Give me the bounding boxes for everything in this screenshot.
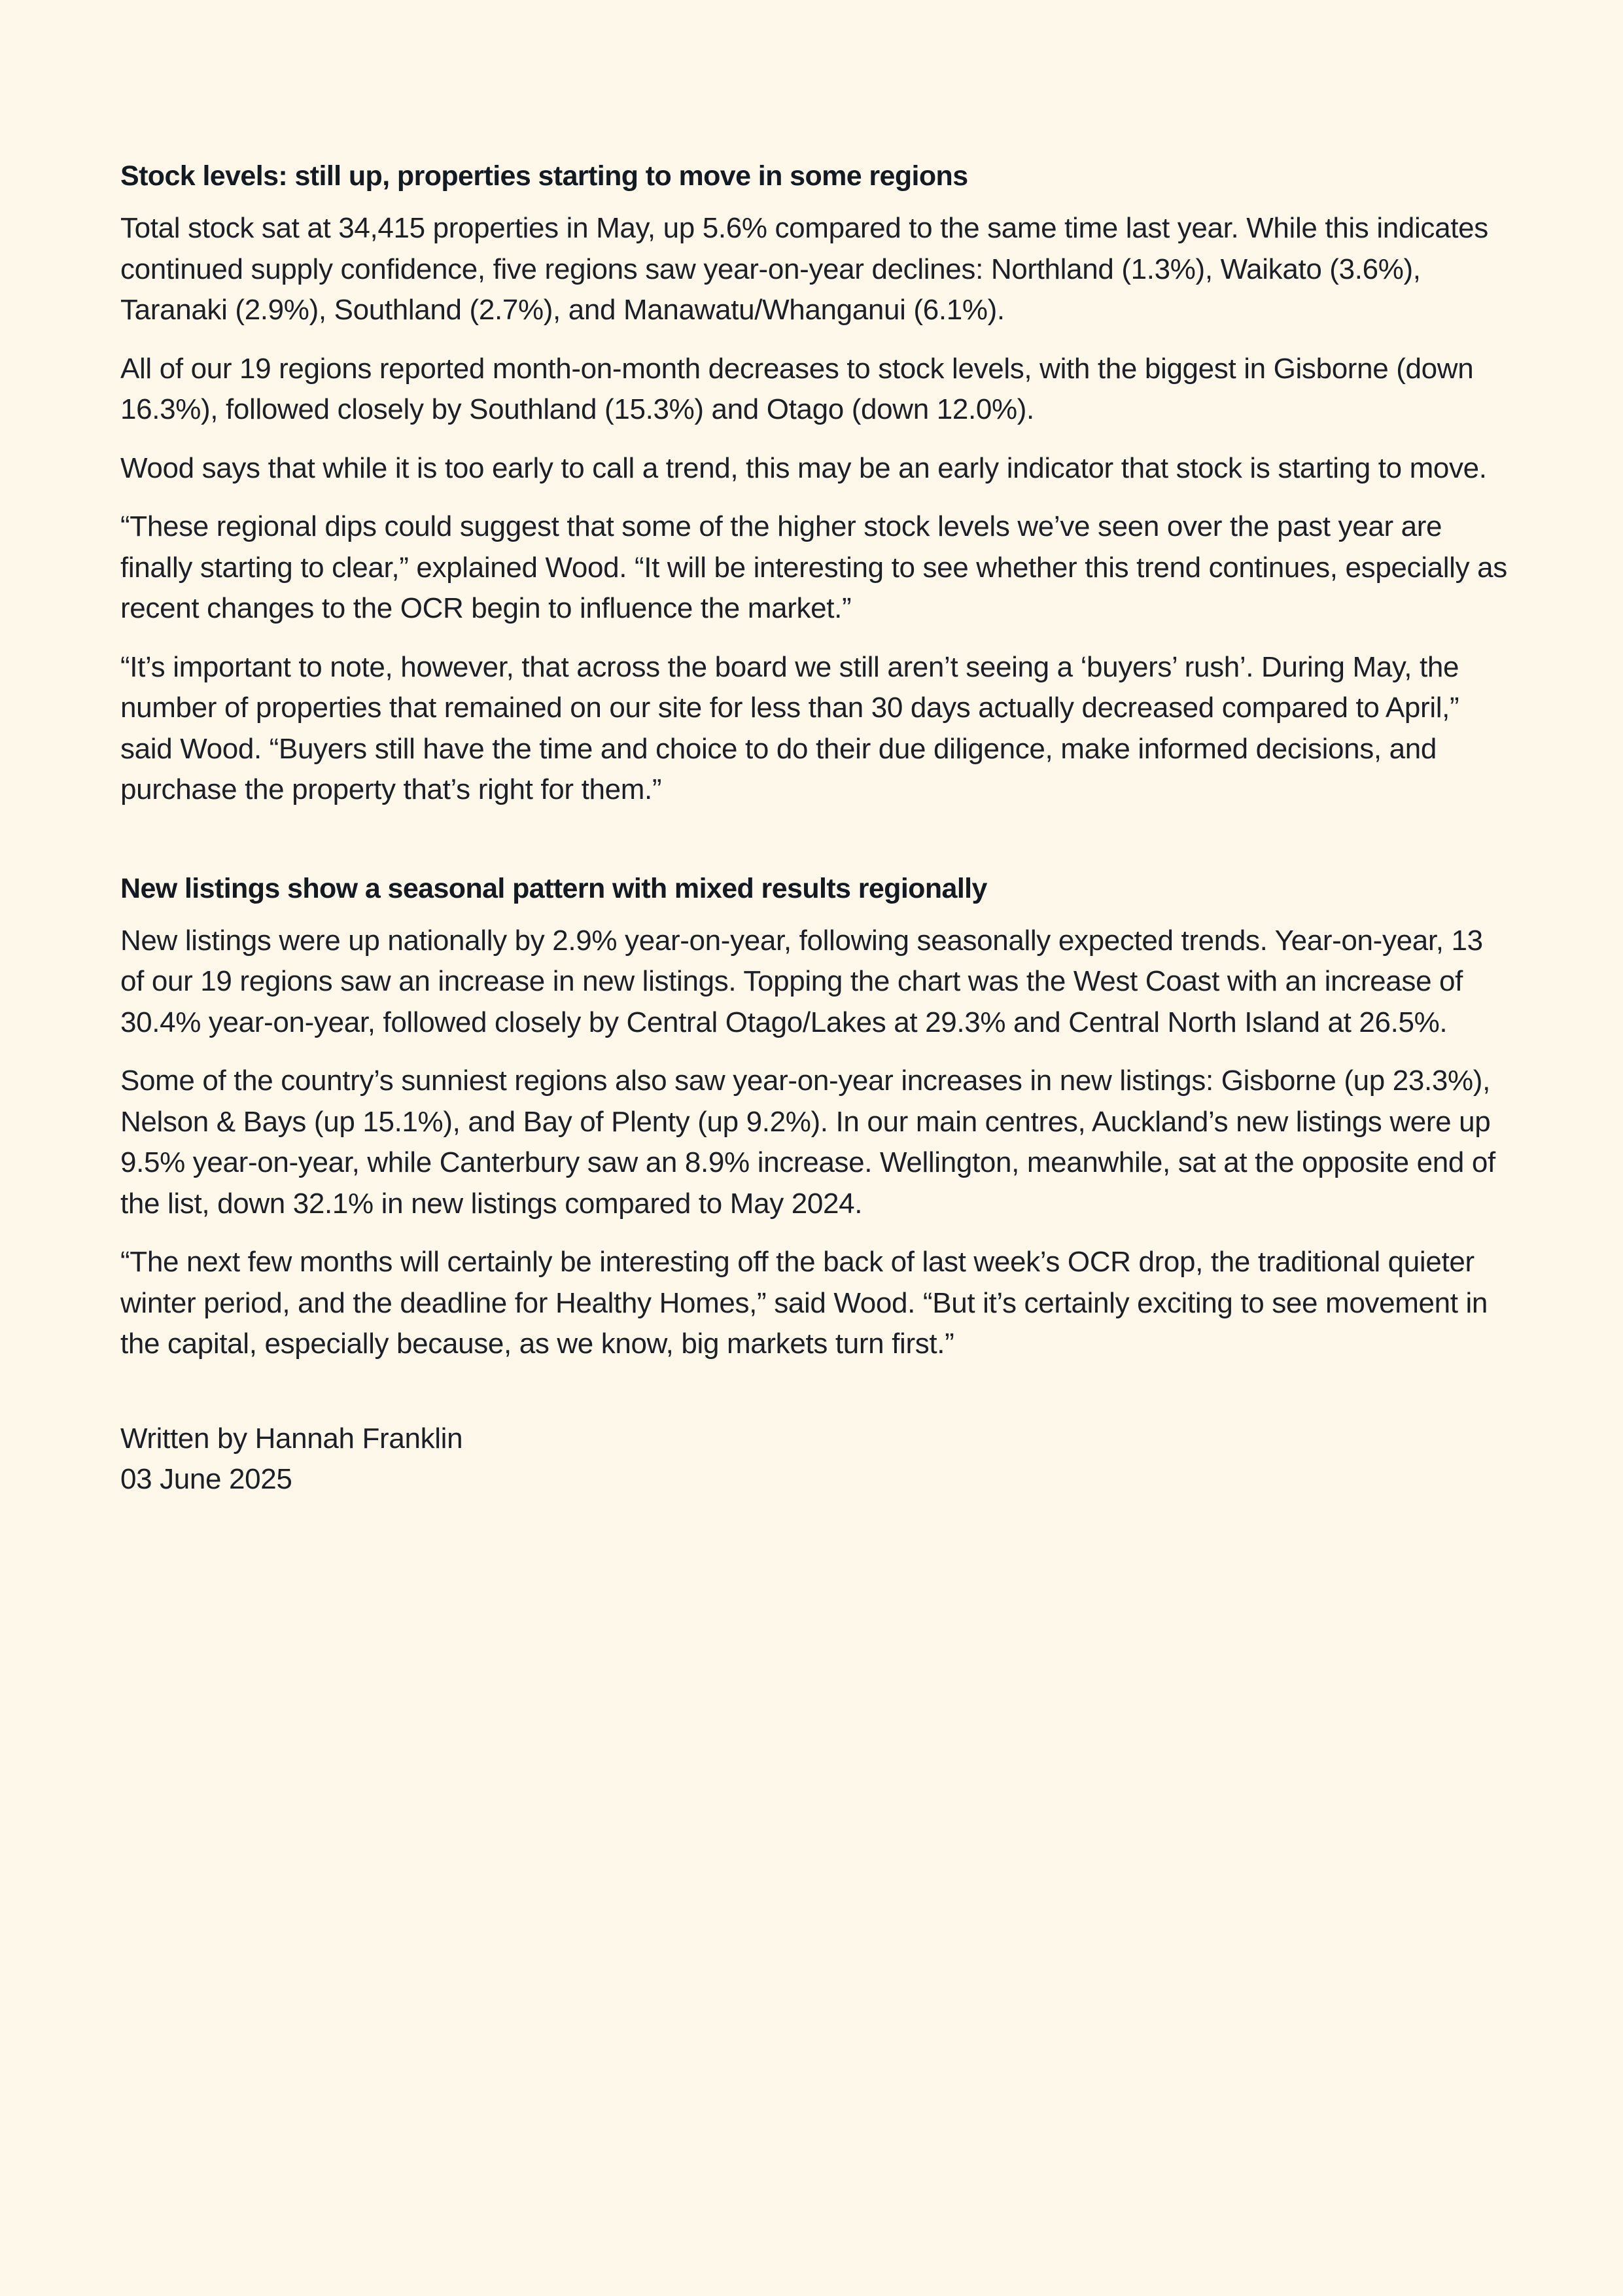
paragraph: “It’s important to note, however, that across the board we still aren’t seeing a ‘buyers’ rush’. During May, the number of properties that remained on our site for less than 30 days actually decreased compared to April,” said Wood. “Buyers still have the time and choice to do their due diligence, make informed decisions, and purchase the property that’s right for them.”	[120, 650, 1459, 805]
section-heading: Stock levels: still up, properties starting to move in some regions	[120, 160, 968, 192]
section-stock-levels	[120, 156, 1507, 811]
paragraph: Wood says that while it is too early to call a trend, this may be an early indicator that stock is starting to move.	[120, 451, 1487, 484]
paragraph: All of our 19 regions reported month-on-month decreases to stock levels, with the biggest in Gisborne (down 16.3%), followed closely by Southland (15.3%) and Otago (down 12.0%).	[120, 352, 1474, 425]
paragraph: “The next few months will certainly be interesting off the back of last week’s OCR drop, the traditional quieter winter period, and the deadline for Healthy Homes,” said Wood. “But it’s certainly exciting to see movement in the capital, especially because, as we know, big markets turn first.”	[120, 1246, 1488, 1360]
article-body	[120, 156, 1507, 1500]
section-new-listings	[120, 868, 1507, 1365]
paragraph: Some of the country’s sunniest regions also saw year-on-year increases in new listings: Gisborne (up 23.3%), Nelson & Bays (up 15.1%), and Bay of Plenty (up 9.2%). In our main centres, Auckland’s new listings were up 9.5% year-on-year, while Canterbury saw an 8.9% increase. Wellington, meanwhile, sat at the opposite end of the list, down 32.1% in new listings compared to May 2024.	[120, 1065, 1495, 1220]
section-heading: New listings show a seasonal pattern with mixed results regionally	[120, 872, 987, 904]
paragraph: New listings were up nationally by 2.9% year-on-year, following seasonally expected trends. Year-on-year, 13 of our 19 regions saw an increase in new listings. Topping the chart was the West Coast with an increase of 30.4% year-on-year, followed closely by Central Otago/Lakes at 29.3% and Central North Island at 26.5%.	[120, 924, 1483, 1038]
paragraph: Total stock sat at 34,415 properties in May, up 5.6% compared to the same time last year. While this indicates continued supply confidence, five regions saw year-on-year declines: Northland (1.3%), Waikato (3.6%), Taranaki (2.9%), Southland (2.7%), and Manawatu/Whanganui (6.1%).	[120, 212, 1488, 326]
byline	[120, 1419, 1507, 1500]
author-line: Written by Hannah Franklin	[120, 1422, 463, 1455]
paragraph: “These regional dips could suggest that some of the higher stock levels we’ve seen over the past year are finally starting to clear,” explained Wood. “It will be interesting to see whether this trend continues, especially as recent changes to the OCR begin to influence the market.”	[120, 510, 1507, 624]
publish-date: 03 June 2025	[120, 1463, 292, 1495]
